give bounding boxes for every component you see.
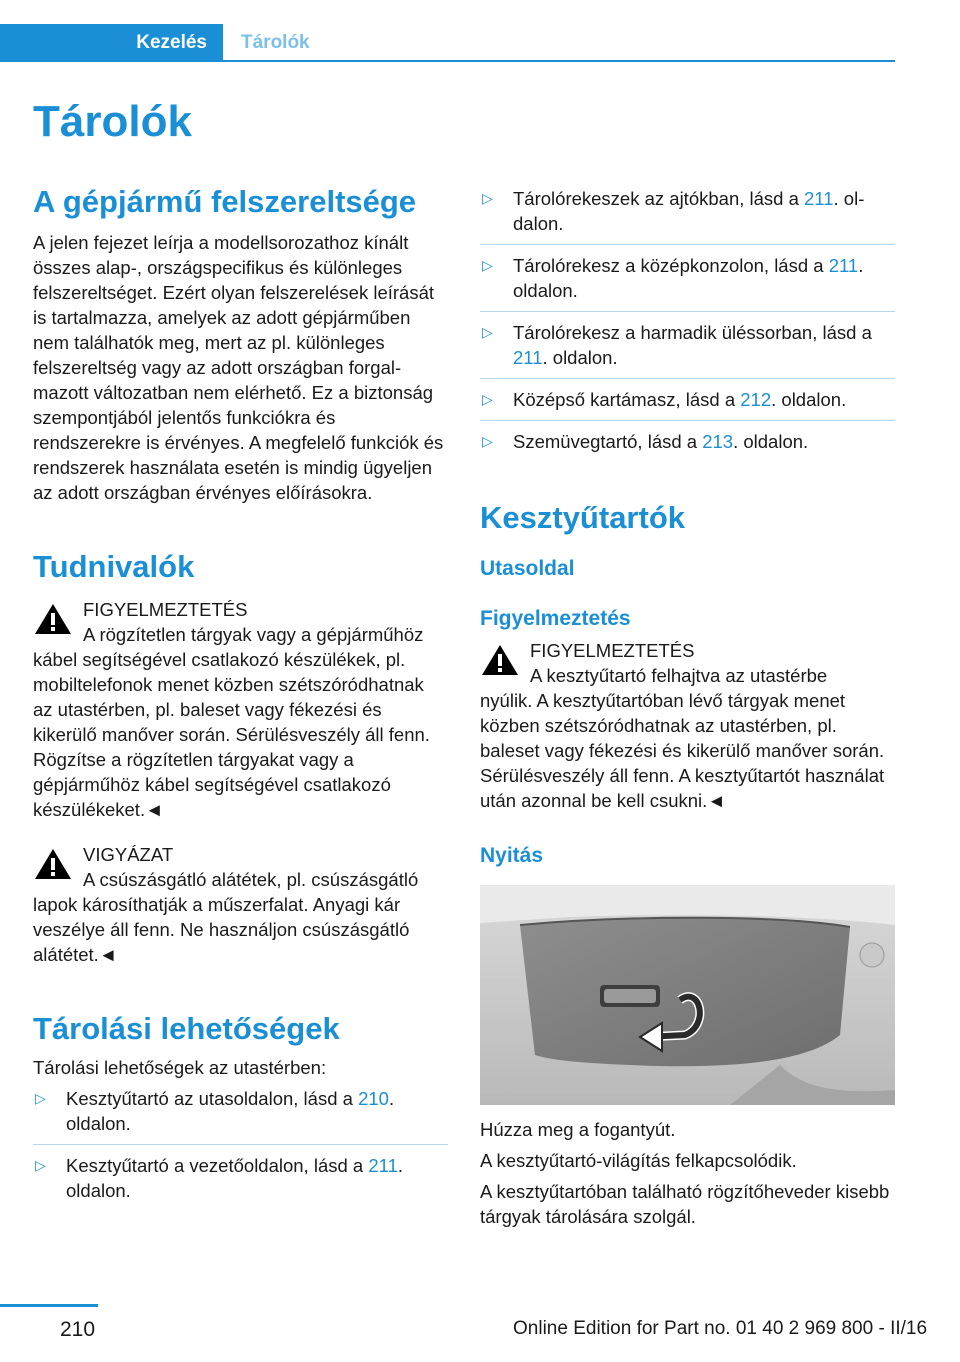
strap-info: A kesztyűtartóban található rögzítőheveder kisebb tárgyak tárolására szolgál.	[480, 1181, 890, 1227]
section-heading-glovebox: Kesztyűtartók	[480, 500, 685, 535]
warning-first-line: A kesztyűtartó felhajtva az utastérbe	[530, 665, 828, 686]
warning-text	[33, 622, 448, 822]
warning-block-2	[480, 638, 895, 813]
warning-triangle-icon	[480, 642, 520, 678]
subheading-warning: Figyelmeztetés	[480, 607, 631, 630]
storage-intro: Tárolási lehetőségek az utastérben:	[33, 1057, 327, 1078]
list-item	[33, 1086, 448, 1145]
instruction-pull-handle: Húzza meg a fogantyút.	[480, 1119, 676, 1140]
caution-text	[33, 867, 448, 967]
light-info: A kesztyűtartó-világítás felkapcsolódik.	[480, 1150, 797, 1171]
chapter-header	[0, 24, 895, 62]
page-link[interactable]: 211	[804, 188, 834, 209]
tab-kezeles-label: Kezelés	[136, 32, 207, 53]
section-heading-storage: Tárolási lehetőségek	[33, 1011, 340, 1046]
list-item-text: Tárolórekeszek az ajtókban, lásd a	[513, 188, 805, 209]
list-item	[480, 253, 895, 312]
caution-block	[33, 842, 448, 967]
left-column	[33, 180, 448, 1219]
triangle-bullet-icon: ▷	[482, 324, 493, 340]
list-item-text: Tárolórekesz a középkonzolon, lásd a	[513, 255, 829, 276]
section-heading-equipment: A gépjármű felszereltsége	[33, 184, 417, 219]
warning-rest: kábel segítségével csatlakozó készülékek, pl. mobiltelefonok menet közben szétszóródhatnak az utastérben, pl. baleset vagy fékezési és kikerülő manőver során. Sérülésveszély áll fenn. Rögzítse a rögzítetlen tárgyakat vagy a gépjárműhöz kábel segítségével csatlakozó készülékeket.◄	[33, 649, 430, 820]
subheading-passenger-side: Utasoldal	[480, 557, 575, 580]
list-item-text: Középső kartámasz, lásd a	[513, 389, 741, 410]
list-item-text: Kesztyűtartó a vezetőoldalon, lásd a	[66, 1155, 369, 1176]
page-title: Tárolók	[33, 97, 192, 146]
triangle-bullet-icon: ▷	[35, 1157, 46, 1173]
list-item	[33, 1153, 448, 1211]
page-link[interactable]: 211	[368, 1155, 398, 1176]
warning-text	[480, 663, 895, 813]
triangle-bullet-icon: ▷	[482, 257, 493, 273]
edition-note: Online Edition for Part no. 01 40 2 969 800 - II/16	[513, 1318, 928, 1339]
triangle-bullet-icon: ▷	[482, 391, 493, 407]
caution-first-line: A csúszásgátló alátétek, pl. csúszásgátló	[83, 869, 419, 890]
tab-tarolok-label: Tárolók	[241, 32, 310, 53]
list-item-text: Tárolórekesz a harmadik üléssorban, lásd a	[513, 322, 872, 343]
header-rule	[223, 60, 895, 62]
section-heading-notes: Tudnivalók	[33, 549, 195, 584]
equipment-paragraph: A jelen fejezet leírja a modellsorozathoz kínált összes alap-, országspecifikus és különleges felszereltséget. Ezért olyan felszerelések leírását is tartalmazza, amelyek az adott gépjárműben nem találhatók meg, mert az pl. különleges felszereltség vagy az adott országban forgalmazott változatban nem elérhető. Ez a biztonság szempontjából jelentős funkciókra és rendszerekre is érvényes. A megfelelő funkciók és rendszerek használata esetén is mindig ügyeljen az adott országban érvényes előírásokra.	[33, 232, 444, 503]
list-item	[480, 387, 895, 421]
caution-title: VIGYÁZAT	[83, 844, 174, 865]
storage-list-left	[33, 1086, 448, 1211]
list-item-suffix: . oldalon.	[513, 188, 865, 234]
footer-rule	[0, 1304, 98, 1307]
caution-rest: lapok károsíthatják a műszerfalat. Anyagi kár veszélye áll fenn. Ne használjon csúszásgátló alátétet.◄	[33, 894, 410, 965]
list-item-suffix: . oldalon.	[771, 389, 847, 410]
page-link[interactable]: 211	[513, 347, 543, 368]
warning-title: FIGYELMEZTETÉS	[83, 599, 248, 620]
list-item-suffix: . oldalon.	[66, 1088, 395, 1134]
list-item-text: Kesztyűtartó az utasoldalon, lásd a	[66, 1088, 359, 1109]
list-item-suffix: . oldalon.	[66, 1155, 403, 1201]
list-item-text: Szemüvegtartó, lásd a	[513, 431, 703, 452]
warning-block-1	[33, 597, 448, 822]
list-item-suffix: . oldalon.	[733, 431, 809, 452]
list-item	[480, 186, 895, 245]
list-item	[480, 320, 895, 379]
subheading-opening: Nyitás	[480, 844, 544, 867]
warning-rest: nyúlik. A kesztyűtartóban lévő tárgyak menet közben szétszóródhatnak az utastérben, pl. baleset vagy fékezési és kikerülő manőver során. Sérülésveszély áll fenn. A kesztyűtartót használat után azonnal be kell csukni.◄	[480, 690, 885, 811]
page-number: 210	[60, 1318, 96, 1341]
list-item-suffix: . oldalon.	[513, 255, 864, 301]
triangle-bullet-icon: ▷	[35, 1090, 46, 1106]
warning-title: FIGYELMEZTETÉS	[530, 640, 695, 661]
list-item	[480, 429, 895, 462]
list-item-suffix: . oldalon.	[542, 347, 618, 368]
right-column	[480, 186, 895, 1229]
triangle-bullet-icon: ▷	[482, 433, 493, 449]
page-link[interactable]: 212	[740, 389, 772, 410]
glovebox-photo	[480, 885, 895, 1105]
warning-triangle-icon	[33, 846, 73, 882]
warning-first-line: A rögzítetlen tárgyak vagy a gépjárműhöz	[83, 624, 424, 645]
page-link[interactable]: 213	[702, 431, 734, 452]
tab-tarolok[interactable]	[223, 24, 310, 62]
page-link[interactable]: 211	[828, 255, 859, 276]
triangle-bullet-icon: ▷	[482, 190, 493, 206]
tab-kezeles[interactable]	[0, 24, 223, 62]
page-link[interactable]: 210	[358, 1088, 389, 1109]
warning-triangle-icon	[33, 601, 73, 637]
storage-list-right	[480, 186, 895, 462]
